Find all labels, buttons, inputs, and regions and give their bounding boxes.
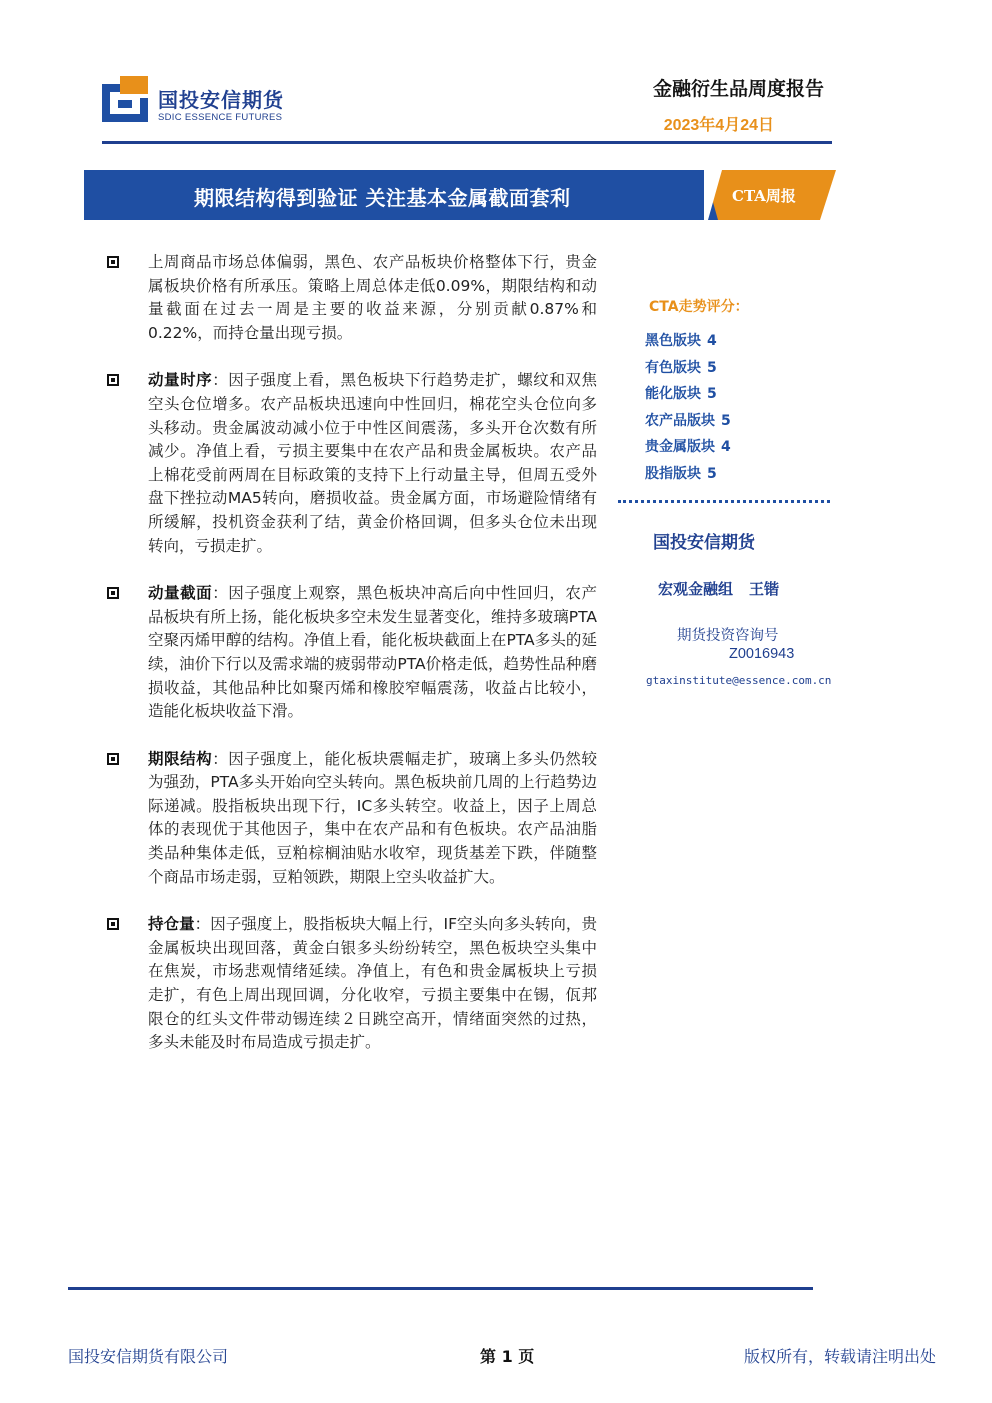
paragraph-lead: 动量截面 <box>148 584 213 603</box>
banner-title: 期限结构得到验证 关注基本金属截面套利 <box>194 186 571 210</box>
report-type-tag <box>704 170 836 220</box>
paragraph-text: ：因子强度上看，黑色板块下行趋势走扩，螺纹和双焦空头仓位增多。农产品板块迅速向中性回归，棉花空头仓位向多头移动。贵金属波动减小位于中性区间震荡，多头开仓次数有所减少。净值上看，亏损主要集中在农产品和贵金属板块。农产品上棉花受前两周在目标政策的支持下上行动量主导，但周五受外盘下挫拉动MA5转向，磨损收益。贵金属方面，市场避险情绪有所缓解，投机资金获利了结，黄金价格回调，但多头仓位未出现转向，亏损走扩。 <box>148 371 597 555</box>
footer-copyright: 版权所有，转载请注明出处 <box>744 1347 937 1366</box>
square-bullet-icon <box>107 918 119 930</box>
cta-score-list <box>645 330 731 490</box>
paragraph-text: ：因子强度上，能化板块震幅走扩，玻璃上多头仍然较为强劲，PTA多头开始向空头转向。黑色板块前几周的上行趋势边际递减。股指板块出现下行，IC多头转空。收益上，因子上周总体的表现优于其他因子，集中在农产品和有色板块。农产品油脂类品种集体走低，豆粕棕榈油贴水收窄，现货基差下跌，伴随整个商品市场走弱，豆粕领跌，期限上空头收益扩大。 <box>148 749 597 886</box>
score-label: 有色版块 <box>645 359 701 376</box>
team-name: 宏观金融组 <box>658 580 734 598</box>
paragraph-text: 上周商品市场总体偏弱，黑色、农产品板块价格整体下行，贵金属板块价格有所承压。策略上周总体走低0.09%，期限结构和动量截面在过去一周是主要的收益来源，分别贡献0.87%和0.22%，而持仓量出现亏损。 <box>148 253 597 342</box>
sidebar-company-name: 国投安信期货 <box>653 533 755 553</box>
paragraph-text: ：因子强度上，股指板块大幅上行，IF空头向多头转向，贵金属板块出现回落，黄金白银多头纷纷转空，黑色板块空头集中在焦炭，市场悲观情绪延续。净值上，有色和贵金属板块上亏损走扩，有色上周出现回调，分化收窄，亏损主要集中在锡，佤邦限仓的红头文件带动锡连续２日跳空高开，情绪面突然的过热，多头未能及时布局造成亏损走扩。 <box>148 915 597 1052</box>
title-banner <box>84 170 836 220</box>
paragraph-lead: 动量时序 <box>148 371 213 390</box>
paragraph-lead: 持仓量 <box>148 915 195 934</box>
score-item-energy-chemical <box>645 383 731 410</box>
square-bullet-icon <box>107 753 119 765</box>
score-label: 农产品版块 <box>645 412 715 429</box>
main-content <box>107 251 597 1079</box>
banner-background <box>84 170 724 220</box>
score-value: 5 <box>721 412 731 429</box>
score-value: 5 <box>707 359 717 376</box>
sidebar-dotted-divider <box>618 500 830 503</box>
footer-divider <box>68 1287 813 1290</box>
report-type-label: CTA周报 <box>732 187 796 205</box>
cta-score-heading: CTA走势评分： <box>649 299 749 315</box>
report-date: 2023年4月24日 <box>663 117 774 134</box>
paragraph-lead: 期限结构 <box>148 749 213 768</box>
score-value: 5 <box>707 465 717 482</box>
score-value: 5 <box>707 386 717 403</box>
company-logo <box>102 70 302 130</box>
logo-mark-icon <box>102 76 148 122</box>
author-line <box>658 578 779 599</box>
author-email[interactable]: gtaxinstitute@essence.com.cn <box>646 674 832 687</box>
score-item-agriculture <box>645 410 731 437</box>
logo-chinese-name: 国投安信期货 <box>158 88 284 112</box>
square-bullet-icon <box>107 256 119 268</box>
footer-company: 国投安信期货有限公司 <box>68 1347 229 1366</box>
summary-paragraph <box>107 251 597 345</box>
score-item-nonferrous <box>645 357 731 384</box>
score-label: 贵金属版块 <box>645 439 715 456</box>
score-item-precious-metals <box>645 436 731 463</box>
score-label: 股指版块 <box>645 465 701 482</box>
score-value: 4 <box>707 333 717 349</box>
momentum-timeseries-paragraph <box>107 369 597 558</box>
score-value: 4 <box>721 439 731 456</box>
term-structure-paragraph <box>107 748 597 890</box>
license-label: 期货投资咨询号 <box>677 628 779 644</box>
logo-english-name: SDIC ESSENCE FUTURES <box>158 112 283 123</box>
open-interest-paragraph <box>107 913 597 1055</box>
license-number: Z0016943 <box>729 646 795 662</box>
score-label: 黑色版块 <box>645 333 701 349</box>
score-item-ferrous <box>645 330 731 357</box>
score-label: 能化版块 <box>645 386 701 403</box>
page-number: 第 1 页 <box>480 1347 535 1366</box>
momentum-crosssection-paragraph <box>107 582 597 724</box>
report-title: 金融衍生品周度报告 <box>652 78 824 100</box>
score-item-stock-index <box>645 463 731 490</box>
author-name: 王锴 <box>749 580 780 598</box>
square-bullet-icon <box>107 374 119 386</box>
paragraph-text: ：因子强度上观察，黑色板块冲高后向中性回归，农产品板块有所上扬，能化板块多空未发生显著变化，维持多玻璃PTA空聚丙烯甲醇的结构。净值上看，能化板块截面上在PTA多头的延续，油价下行以及需求端的疲弱带动PTA价格走低，趋势性品种磨损收益，其他品种比如聚丙烯和橡胶窄幅震荡，收益占比较小，造能化板块收益下滑。 <box>148 584 597 721</box>
header-divider <box>102 141 832 144</box>
square-bullet-icon <box>107 587 119 599</box>
